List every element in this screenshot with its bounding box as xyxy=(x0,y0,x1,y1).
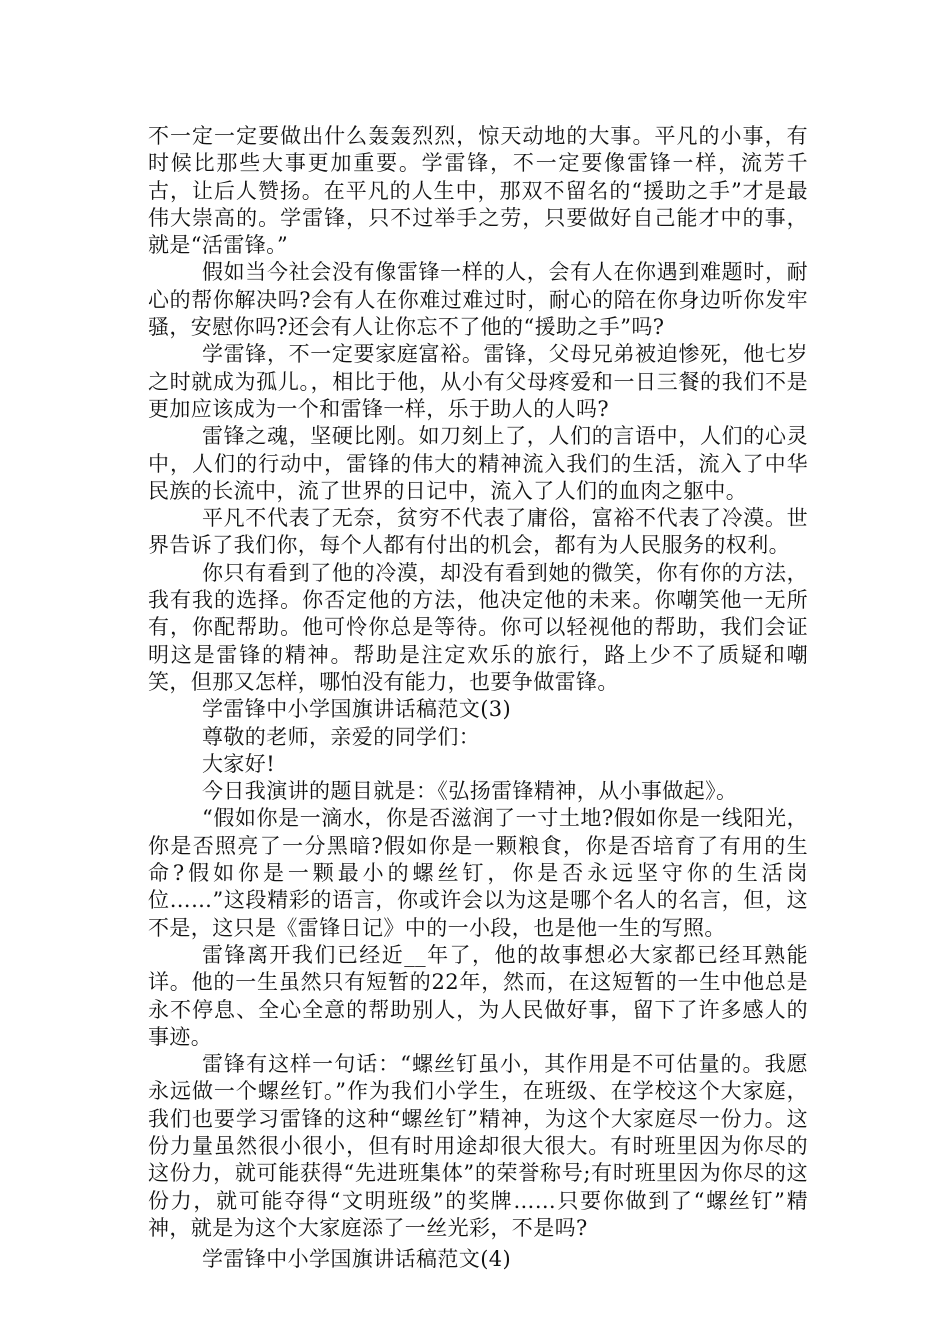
speech-topic: 今日我演讲的题目就是：《弘扬雷锋精神，从小事做起》。 xyxy=(202,779,738,804)
paragraph-screw: 雷锋有这样一句话：“螺丝钉虽小，其作用是不可估量的。我愿永远做一个螺丝钉。”作为我们小学生，在班级、在学校这个大家庭，我们也要学习雷锋的这种“螺丝钉”精神，为这个大家庭尽一份力。这份力量虽然很小很小，但有时用途却很大很大。有时班里因为你尽的这份力，就可能获得“先进班集体”的荣誉称号;有时班里因为你尽的这份力，就可能夺得“文明班级”的奖牌……只要你做到了“螺丝钉”精神，就是为这个大家庭添了一丝光彩，不是吗? xyxy=(148,1052,808,1240)
paragraph-years: 雷锋离开我们已经近__年了，他的故事想必大家都已经耳熟能详。他的一生虽然只有短暂的22年，然而，在这短暂的一生中他总是永不停息、全心全意的帮助别人，为人民做好事，留下了许多感人的事迹。 xyxy=(148,942,808,1049)
greeting: 大家好! xyxy=(202,751,276,776)
paragraph-4: 雷锋之魂，坚硬比刚。如刀刻上了，人们的言语中，人们的心灵中，人们的行动中，雷锋的伟大的精神流入我们的生活，流入了中华民族的长流中，流了世界的日记中，流入了人们的血肉之躯中。 xyxy=(148,424,808,503)
paragraph-2: 假如当今社会没有像雷锋一样的人，会有人在你遇到难题时，耐心的帮你解决吗?会有人在你难过难过时，耐心的陪在你身边听你发牢骚，安慰你吗?还会有人让你忘不了他的“援助之手”吗? xyxy=(148,260,808,340)
paragraph-6: 你只有看到了他的冷漠，却没有看到她的微笑，你有你的方法，我有我的选择。你否定他的方法，他决定他的未来。你嘲笑他一无所有，你配帮助。他可怜你总是等待。你可以轻视他的帮助，我们会证明这是雷锋的精神。帮助是注定欢乐的旅行，路上少不了质疑和嘲笑，但那又怎样，哪怕没有能力，也要争做雷锋。 xyxy=(148,560,808,694)
paragraph-1: 不一定一定要做出什么轰轰烈烈，惊天动地的大事。平凡的小事，有时候比那些大事更加重要。学雷锋，不一定要像雷锋一样，流芳千古，让后人赞扬。在平凡的人生中，那双不留名的“援助之手”才是最伟大崇高的。学雷锋，只不过举手之劳，只要做好自己能才中的事，就是“活雷锋。” xyxy=(148,124,808,258)
paragraph-5: 平凡不代表了无奈，贫穷不代表了庸俗，富裕不代表了冷漠。世界告诉了我们你，每个人都有付出的机会，都有为人民服务的权利。 xyxy=(148,506,808,558)
paragraph-3: 学雷锋，不一定要家庭富裕。雷锋，父母兄弟被迫惨死，他七岁之时就成为孤儿。，相比于他，从小有父母疼爱和一日三餐的我们不是更加应该成为一个和雷锋一样，乐于助人的人吗? xyxy=(148,342,808,421)
section-heading-4: 学雷锋中小学国旗讲话稿范文(4) xyxy=(202,1247,512,1272)
document-body xyxy=(148,123,808,1273)
salutation: 尊敬的老师，亲爱的同学们： xyxy=(202,724,481,749)
paragraph-quote: “假如你是一滴水，你是否滋润了一寸土地?假如你是一线阳光，你是否照亮了一分黑暗?假如你是一颗粮食，你是否培育了有用的生命?假如你是一颗最小的螺丝钉，你是否永远坚守你的生活岗位……”这段精彩的语言，你或许会以为这是哪个名人的名言，但，这不是，这只是《雷锋日记》中的一小段，也是他一生的写照。 xyxy=(148,806,808,940)
section-heading-3: 学雷锋中小学国旗讲话稿范文(3) xyxy=(202,697,512,722)
